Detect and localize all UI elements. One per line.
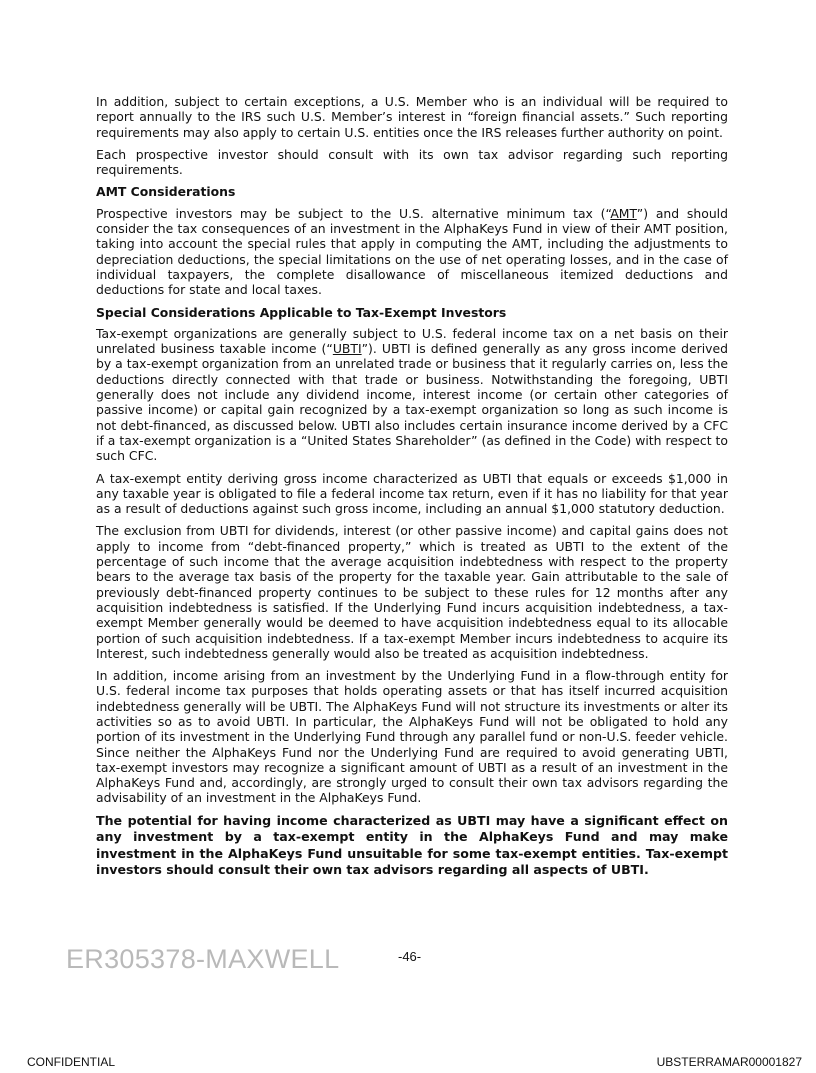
bates-number: UBSTERRAMAR00001827 xyxy=(656,1055,802,1069)
confidential-label: CONFIDENTIAL xyxy=(27,1055,116,1069)
paragraph-ubti-warning: The potential for having income characterized as UBTI may have a significant effect on any investment by a tax-exempt entity in the AlphaKeys Fund and may make investment in the AlphaKeys Fund unsuitable for some tax-exempt entities. Tax-exempt investors should consult their own tax advisors regarding all aspects of UBTI. xyxy=(96,812,728,878)
term-ubti: UBTI xyxy=(332,341,362,357)
document-body xyxy=(96,94,728,879)
paragraph-debt-financed: The exclusion from UBTI for dividends, interest (or other passive income) and capital gains does not apply to income from “debt-financed property,” which is treated as UBTI to the extent of the percentage of such income that the average acquisition indebtedness with respect to the property bears to the average tax basis of the property for the taxable year. Gain attributable to the sale of previously debt-financed property continues to be subject to these rules for 12 months after any acquisition indebtedness is satisfied. If the Underlying Fund incurs acquisition indebtedness, a tax-exempt Member generally would be deemed to have acquisition indebtedness equal to its allocable portion of such acquisition indebtedness. If a tax-exempt Member incurs indebtedness to acquire its Interest, such indebtedness generally would also be treated as acquisition indebtedness. xyxy=(96,523,728,661)
paragraph-amt xyxy=(96,206,728,298)
page-number: -46- xyxy=(398,949,422,964)
bates-stamp-watermark: ER305378-MAXWELL xyxy=(66,944,340,974)
paragraph-ubti-definition xyxy=(96,326,728,464)
paragraph-amt-part1: Prospective investors may be subject to the U.S. alternative minimum tax (“ xyxy=(96,205,611,221)
paragraph-flow-through: In addition, income arising from an investment by the Underlying Fund in a flow-through entity for U.S. federal income tax purposes that holds operating assets or that has itself incurred acquisition indebtedness generally will be UBTI. The AlphaKeys Fund will not structure its investments or alter its activities so as to avoid UBTI. In particular, the AlphaKeys Fund will not be obligated to hold any portion of its investment in the Underlying Fund through any parallel fund or non-U.S. feeder vehicle. Since neither the AlphaKeys Fund nor the Underlying Fund are required to avoid generating UBTI, tax-exempt investors may recognize a significant amount of UBTI as a result of an investment in the AlphaKeys Fund and, accordingly, are strongly urged to consult their own tax advisors regarding the advisability of an investment in the AlphaKeys Fund. xyxy=(96,668,728,806)
paragraph-foreign-assets: In addition, subject to certain exceptions, a U.S. Member who is an individual will be required to report annually to the IRS such U.S. Member’s interest in “foreign financial assets.” Such reporting requirements may also apply to certain U.S. entities once the IRS releases further authority on point. xyxy=(96,94,728,140)
paragraph-consult-reporting: Each prospective investor should consult with its own tax advisor regarding such reporting requirements. xyxy=(96,146,728,178)
heading-tax-exempt: Special Considerations Applicable to Tax-Exempt Investors xyxy=(96,304,507,320)
paragraph-amt-part2: ”) and should consider the tax consequences of an investment in the AlphaKeys Fund in view of their AMT position, taking into account the special rules that apply in computing the AMT, including the adjustments to depreciation deductions, the special limitations on the use of net operating losses, and in the case of individual taxpayers, the complete disallowance of miscellaneous itemized deductions and deductions for state and local taxes. xyxy=(96,205,728,298)
paragraph-filing-threshold: A tax-exempt entity deriving gross income characterized as UBTI that equals or exceeds $1,000 in any taxable year is obligated to file a federal income tax return, even if it has no liability for that year as a result of deductions against such gross income, including an annual $1,000 statutory deduction. xyxy=(96,470,728,517)
paragraph-ubti-part2: ”). UBTI is defined generally as any gross income derived by a tax-exempt organization from an unrelated trade or business that it regularly carries on, less the deductions directly connected with that trade or business. Notwithstanding the foregoing, UBTI generally does not include any dividend income, interest income (or certain other categories of passive income) or capital gain recognized by a tax-exempt organization so long as such income is not debt-financed, as discussed below. UBTI also includes certain insurance income derived by a CFC if a tax-exempt organization is a “United States Shareholder” (as defined in the Code) with respect to such CFC. xyxy=(96,341,729,464)
heading-amt: AMT Considerations xyxy=(96,184,236,200)
term-amt: AMT xyxy=(610,205,637,221)
paragraph-ubti-part1: Tax-exempt organizations are generally subject to U.S. federal income tax on a net basis on their unrelated business taxable income (“ xyxy=(96,325,728,357)
